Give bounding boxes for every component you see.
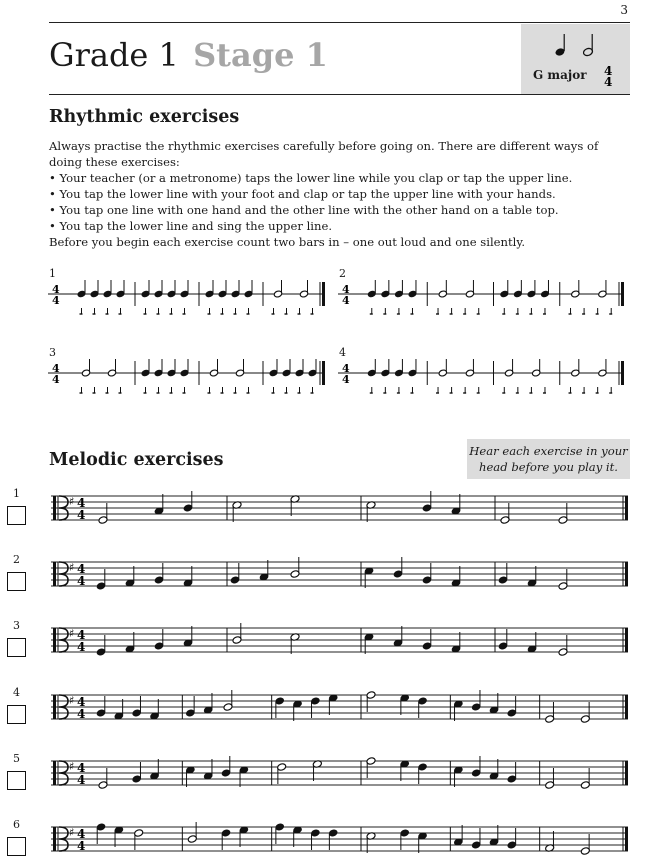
hint-line: head before you play it. [478,460,618,474]
melodic-exercise-number: 4 [13,686,20,699]
key-signature-box [521,24,630,94]
exercise-6-checkbox[interactable] [7,837,26,856]
melodic-heading: Melodic exercises [49,450,224,470]
alto-clef-bar [53,695,56,719]
alto-clef-bar [53,827,56,851]
alto-clef-bar [53,761,56,785]
time-sig-bottom: 4 [342,373,350,386]
time-sig-top: 4 [77,562,86,576]
page-title [49,36,328,74]
key-notes-graphic [521,24,630,94]
exercise-3-checkbox[interactable] [7,638,26,657]
time-sig-top: 4 [77,695,86,709]
final-barline-thick [625,628,628,652]
bullet-item: • You tap one line with one hand and the other line with the other hand on a table top. [49,203,559,217]
final-barline-thick [625,562,628,586]
exercise-4-checkbox[interactable] [7,705,26,724]
final-barline-thick [621,361,624,385]
key-sharp: ♯ [69,760,75,773]
header-rule [49,94,630,95]
bullet-item: • You tap the lower line with your foot and clap or tap the upper line with your hands. [49,187,556,201]
time-sig-top: 4 [52,283,60,296]
time-sig-bottom: 4 [342,294,350,307]
time-sig-top: 4 [77,496,86,510]
key-sharp: ♯ [69,627,75,640]
melodic-exercise-3-staff [48,614,634,662]
key-sharp: ♯ [69,826,75,839]
melodic-exercise-5-staff [48,747,634,795]
exercise-1-checkbox[interactable] [7,506,26,525]
melodic-exercise-1-staff [48,482,634,530]
page-number: 3 [620,3,628,17]
final-barline-thick [625,695,628,719]
time-sig-bottom: 4 [604,75,613,89]
key-sharp: ♯ [69,561,75,574]
grade-label: Grade 1 [49,36,179,74]
time-sig-top: 4 [52,362,60,375]
time-sig-bottom: 4 [77,508,86,522]
time-sig-bottom: 4 [77,707,86,721]
time-sig-bottom: 4 [77,640,86,654]
rhythm-exercise-2 [338,280,632,330]
rhythmic-instructions [49,138,609,250]
stage-label: Stage 1 [193,36,328,74]
alto-clef-bar [53,628,56,652]
time-sig-top: 4 [604,64,613,78]
time-sig-top: 4 [342,283,350,296]
bullet-item: • You tap the lower line and sing the upper line. [49,219,332,233]
melodic-exercise-number: 6 [13,818,20,831]
time-sig-top: 4 [77,761,86,775]
key-name: G major [533,68,587,82]
rhythm-exercise-number: 4 [339,346,346,359]
time-sig-bottom: 4 [77,839,86,853]
final-barline-thick [625,761,628,785]
rhythm-exercise-1 [48,280,333,330]
melodic-exercise-number: 5 [13,752,20,765]
hint-box [467,439,630,479]
rhythm-exercise-4 [338,359,632,409]
melodic-exercise-number: 1 [13,487,20,500]
key-sharp: ♯ [69,694,75,707]
final-barline-thick [322,361,325,385]
rhythm-exercise-3 [48,359,333,409]
intro-text: Always practise the rhythmic exercises carefully before going on. There are different ways of doing these exercises: [49,139,599,169]
exercise-2-checkbox[interactable] [7,572,26,591]
melodic-exercise-4-staff [48,681,634,729]
melodic-exercise-number: 2 [13,553,20,566]
melodic-exercise-number: 3 [13,619,20,632]
final-barline-thick [322,282,325,306]
melodic-exercise-2-staff [48,548,634,596]
time-sig-bottom: 4 [77,773,86,787]
alto-clef-bar [53,562,56,586]
time-sig-bottom: 4 [77,574,86,588]
time-sig-bottom: 4 [52,373,60,386]
final-barline-thick [621,282,624,306]
rhythmic-heading: Rhythmic exercises [49,107,240,127]
hint-line: Hear each exercise in your [469,444,628,458]
melodic-exercise-6-staff [48,813,634,861]
rhythm-exercise-number: 3 [49,346,56,359]
time-sig-top: 4 [77,628,86,642]
rhythm-exercise-number: 2 [339,267,346,280]
final-barline-thick [625,827,628,851]
bullet-item: • Your teacher (or a metronome) taps the lower line while you clap or tap the upper line. [49,171,573,185]
closing-text: Before you begin each exercise count two bars in – one out loud and one silently. [49,235,526,249]
top-rule [49,22,630,23]
time-sig-bottom: 4 [52,294,60,307]
time-sig-top: 4 [342,362,350,375]
time-sig-top: 4 [77,827,86,841]
key-sharp: ♯ [69,495,75,508]
exercise-5-checkbox[interactable] [7,771,26,790]
alto-clef-bar [53,496,56,520]
rhythm-exercise-number: 1 [49,267,56,280]
final-barline-thick [625,496,628,520]
